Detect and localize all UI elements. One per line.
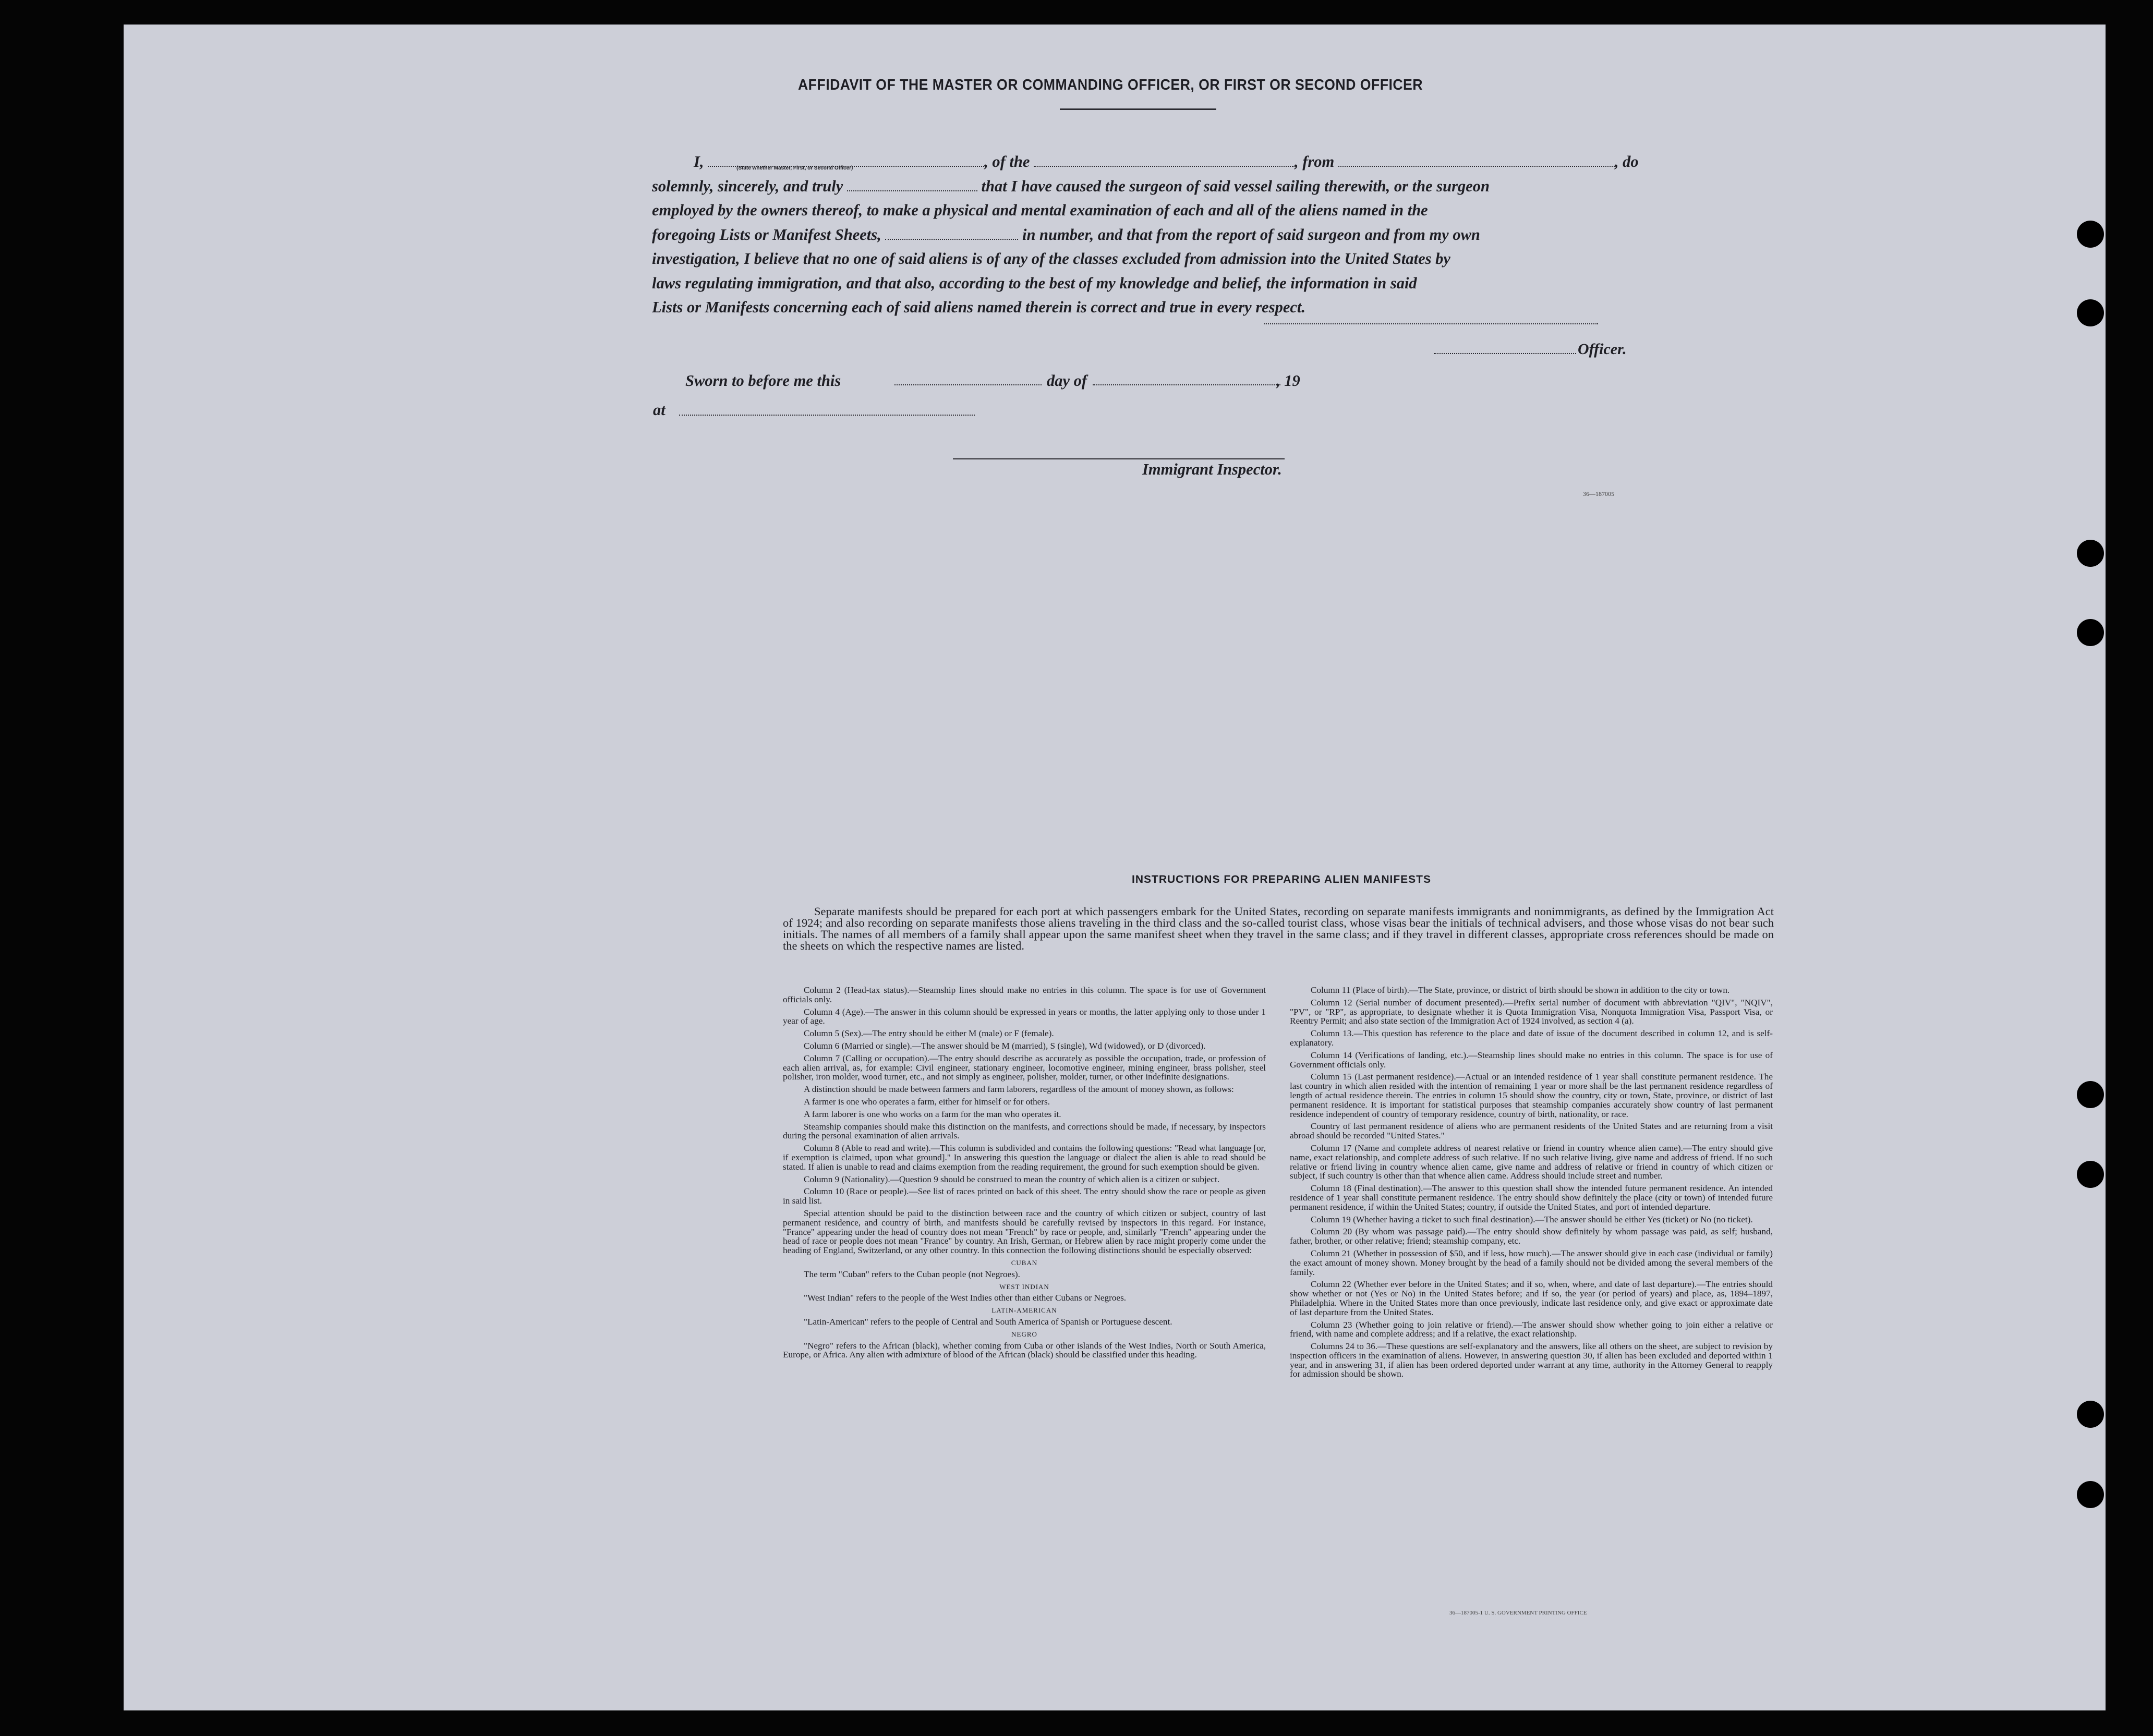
inspector-line[interactable] bbox=[953, 458, 1285, 459]
instruction-paragraph: "Negro" refers to the African (black), whether coming from Cuba or other islands of the West Indies, North or South America, Europe, or Africa. Any alien with admixture of blood of the African (black) should be classified under this heading. bbox=[783, 1340, 1266, 1360]
instruction-paragraph: Column 14 (Verifications of landing, etc.).—Steamship lines should make no entries in this column. The space is for use of Government officials only. bbox=[1290, 1050, 1773, 1070]
section-heading: NEGRO bbox=[1011, 1330, 1037, 1338]
manifest-sheet bbox=[124, 25, 2106, 1710]
section-heading: CUBAN bbox=[1011, 1258, 1038, 1267]
from-label: , from bbox=[1295, 153, 1335, 171]
affidavit-line-6: laws regulating immigration, and that also, according to the best of my knowledge and belief, the information in said bbox=[652, 274, 1417, 292]
year-label: , 19 bbox=[1276, 372, 1300, 390]
instruction-paragraph: Column 2 (Head-tax status).—Steamship lines should make no entries in this column. The space is for use of Government officials only. bbox=[783, 985, 1266, 1004]
officer-line[interactable] bbox=[1434, 353, 1576, 354]
affidavit-i: I, bbox=[694, 153, 704, 171]
affidavit-line-7: Lists or Manifests concerning each of said aliens named therein is correct and true in every respect. bbox=[652, 298, 1306, 316]
vessel-field[interactable] bbox=[1034, 160, 1295, 167]
instructions-right-column bbox=[1290, 986, 1773, 1382]
instruction-paragraph: Column 10 (Race or people).—See list of races printed on back of this sheet. The entry should show the race or people as given in said list. bbox=[783, 1186, 1266, 1206]
surgeon-text: that I have caused the surgeon of said vessel sailing therewith, or the surgeon bbox=[981, 177, 1490, 195]
footer-code: 36—187005-1 U. S. GOVERNMENT PRINTING OFFICE bbox=[1449, 1610, 1587, 1616]
binder-hole bbox=[2077, 1081, 2104, 1108]
section-heading: WEST INDIAN bbox=[999, 1282, 1049, 1291]
affidavit-body bbox=[652, 150, 1773, 320]
instruction-paragraph: Column 19 (Whether having a ticket to such final destination).—The answer should be either Yes (ticket) or No (no ticket). bbox=[1311, 1214, 1753, 1224]
instruction-paragraph: Column 15 (Last permanent residence).—Actual or an intended residence of 1 year shall constitute permanent residence. The last country in which alien resided with the intention of remaining 1 year or more shall be the last permanent residence regardless of length of actual residence therein. The entries in column 15 should show the country, city or town, State, province, or district of last permanent residence. It is important for statistical purposes that steamship companies accurately show country of last permanent residence independent of country of temporary residence, country of birth, nationality, or race. bbox=[1290, 1072, 1773, 1119]
solemnly-text: solemnly, sincerely, and truly bbox=[652, 177, 843, 195]
day-of-label: day of bbox=[1047, 372, 1087, 390]
instruction-paragraph: "West Indian" refers to the people of the West Indies other than either Cubans or Negroes. bbox=[804, 1293, 1127, 1303]
instructions-title: INSTRUCTIONS FOR PREPARING ALIEN MANIFESTS bbox=[1131, 873, 1431, 885]
at-label: at bbox=[653, 401, 666, 419]
instruction-paragraph: A farm laborer is one who works on a farm for the man who operates it. bbox=[804, 1109, 1061, 1119]
instruction-paragraph: A distinction should be made between farmers and farm laborers, regardless of the amount of money shown, as follows: bbox=[804, 1084, 1234, 1095]
affidavit-line-3: employed by the owners thereof, to make a physical and mental examination of each and all of the aliens named in the bbox=[652, 201, 1428, 219]
instruction-paragraph: Special attention should be paid to the distinction between race and the country of which citizen or subject, country of last permanent residence, and country of birth, and manifests should be carefully revised by inspectors in this regard. For instance, "France" appearing under the head of country does not mean "French" by race or people, and, similarly "French" appearing under the head of race or people does not mean "France" by country. An Irish, German, or Hebrew alien by race might properly come under the heading of England, Switzerland, or any other country. In this connection the following distinctions should be especially observed: bbox=[783, 1208, 1266, 1256]
sworn-label: Sworn to before me this bbox=[685, 372, 841, 390]
form-code: 36—187005 bbox=[1583, 490, 1614, 497]
binder-hole bbox=[2077, 1161, 2104, 1188]
instruction-paragraph: Column 8 (Able to read and write).—This column is subdivided and contains the following questions: "Read what language [or, if exemption is claimed, upon what ground]." In answering this question the language or dialect the alien is able to read should be stated. If alien is unable to read and claims exemption from the reading requirement, the ground for such exemption should be given. bbox=[783, 1143, 1266, 1172]
sworn-place-field[interactable] bbox=[679, 415, 975, 416]
instruction-paragraph: Column 11 (Place of birth).—The State, province, or district of birth should be shown in addition to the city or town. bbox=[1311, 985, 1730, 995]
do-label: , do bbox=[1614, 153, 1639, 171]
instruction-paragraph: Column 6 (Married or single).—The answer should be M (married), S (single), Wd (widowed), or D (divorced). bbox=[804, 1040, 1206, 1051]
instruction-paragraph: Column 20 (By whom was passage paid).—The entry should show definitely by whom passage was paid, as self; husband, father, brother, or other relative; friend; steamship company, etc. bbox=[1290, 1227, 1773, 1246]
instruction-paragraph: Column 7 (Calling or occupation).—The entry should describe as accurately as possible the occupation, trade, or profession of each alien arrival, as, for example: Civil engineer, stationary engineer, locomotive engineer, mining engineer, brass polisher, steel polisher, iron molder, wood turner, etc., and not simply as engineer, polisher, molder, turner, or other indefinite designations. bbox=[783, 1053, 1266, 1082]
instruction-paragraph: Column 9 (Nationality).—Question 9 should be construed to mean the country of which alien is a citizen or subject. bbox=[804, 1174, 1220, 1184]
port-field[interactable] bbox=[1338, 160, 1615, 167]
instruction-paragraph: Steamship companies should make this distinction on the manifests, and corrections should be made, if necessary, by inspectors during the personal examination of alien arrivals. bbox=[783, 1121, 1266, 1141]
instruction-paragraph: Column 23 (Whether going to join relative or friend).—The answer should show whether going to join either a relative or friend, with name and complete address; and if a relative, the exact relationship. bbox=[1290, 1319, 1773, 1339]
instruction-paragraph: Columns 24 to 36.—These questions are self-explanatory and the answers, like all others on the sheet, are subject to revision by inspection officers in the examination of aliens. However, in answering question 30, if alien has been excluded and deported within 1 year, and in answering 31, if alien has been ordered deported under warrant at any time, authority in the Attorney General to reapply for admission should be shown. bbox=[1290, 1341, 1773, 1379]
instruction-paragraph: Column 22 (Whether ever before in the United States; and if so, when, where, and date of last departure).—The entries should show whether or not (Yes or No) in the United States before; and if so, the year (or period of years) and place, as, 1894–1897, Philadelphia. Where in the United States more than once previously, indicate last residence only, and give exact or approximate date of last departure from the United States. bbox=[1290, 1279, 1773, 1317]
instruction-paragraph: "Latin-American" refers to the people of Central and South America of Spanish or Portuguese descent. bbox=[804, 1316, 1172, 1327]
manifest-sheets-text: foregoing Lists or Manifest Sheets, bbox=[652, 225, 881, 244]
instruction-paragraph: Country of last permanent residence of aliens who are permanent residents of the United States and are returning from a visit abroad should be recorded "United States." bbox=[1290, 1121, 1773, 1141]
affidavit-line-2 bbox=[652, 174, 1773, 199]
section-heading: LATIN-AMERICAN bbox=[991, 1306, 1057, 1315]
sworn-day-field[interactable] bbox=[894, 384, 1042, 385]
inspector-label: Immigrant Inspector. bbox=[1142, 460, 1282, 478]
instruction-paragraph: Column 12 (Serial number of document presented).—Prefix serial number of document with abbreviation "QIV", "NQIV", "PV", or "RP", as appropriate, to designate whether it is Quota Immigration Visa, Nonquota Immigration Visa, Passport Visa, or Reentry Permit; and also state section of the Immigration Act of 1924 involved, as section 4 (a). bbox=[1290, 997, 1773, 1026]
intro-paragraph: Separate manifests should be prepared for each port at which passengers embark for the United States, recording on separate manifests immigrants and nonimmigrants, as defined by the Immigration Act of 1924; and also recording on separate manifests those aliens traveling in the third class and the so-called tourist class, whose visas bear the initials of technical advisers, and those whose visas do not bear such initials. The names of all members of a family shall appear upon the same manifest sheet when they travel in the same class; and if they travel in different classes, appropriate cross references should be made on the sheets on which the respective names are listed. bbox=[783, 905, 1774, 952]
sheet-count-field[interactable] bbox=[885, 233, 1018, 240]
title-underline bbox=[1060, 108, 1216, 110]
of-the-label: , of the bbox=[984, 153, 1030, 171]
officer-label: Officer. bbox=[1578, 341, 1627, 358]
rank-hint: (State whether Master, First, or Second Officer) bbox=[736, 165, 853, 171]
binder-hole bbox=[2077, 540, 2104, 567]
affidavit-line-4 bbox=[652, 223, 1773, 247]
affidavit-line-5: investigation, I believe that no one of said aliens is of any of the classes excluded from admission into the United States by bbox=[652, 250, 1450, 268]
signature-line[interactable] bbox=[1264, 323, 1598, 324]
binder-hole bbox=[2077, 1401, 2104, 1428]
instruction-paragraph: The term "Cuban" refers to the Cuban people (not Negroes). bbox=[804, 1269, 1020, 1279]
instruction-paragraph: A farmer is one who operates a farm, either for himself or for others. bbox=[804, 1096, 1050, 1107]
oath-field[interactable] bbox=[847, 184, 977, 191]
instruction-paragraph: Column 17 (Name and complete address of nearest relative or friend in country whence alien came).—The entry should give name, exact relationship, and complete address of such relative. If no such relative living, give name and address of friend. If no such relative or friend living in country whence alien came, give name and address of relative or friend in country of which citizen or subject, if such country is other than that whence alien came. Address should include street and number. bbox=[1290, 1143, 1773, 1181]
binder-hole bbox=[2077, 221, 2104, 248]
instruction-paragraph: Column 13.—This question has reference to the place and date of issue of the document described in column 12, and is self-explanatory. bbox=[1290, 1028, 1773, 1048]
binder-hole bbox=[2077, 619, 2104, 646]
instructions-left-column bbox=[783, 986, 1266, 1363]
sworn-month-field[interactable] bbox=[1093, 384, 1280, 385]
in-number-text: in number, and that from the report of said surgeon and from my own bbox=[1022, 225, 1480, 244]
affidavit-title: AFFIDAVIT OF THE MASTER OR COMMANDING OFFICER, OR FIRST OR SECOND OFFICER bbox=[797, 77, 1423, 93]
binder-hole bbox=[2077, 1481, 2104, 1508]
instruction-paragraph: Column 21 (Whether in possession of $50, and if less, how much).—The answer should give in each case (individual or family) the exact amount of money shown. Money brought by the head of a family should not be divided among the several members of the family. bbox=[1290, 1248, 1773, 1277]
instruction-paragraph: Column 4 (Age).—The answer in this column should be expressed in years or months, the latter applying only to those under 1 year of age. bbox=[783, 1006, 1266, 1026]
instructions-intro bbox=[783, 906, 1774, 952]
instruction-paragraph: Column 5 (Sex).—The entry should be either M (male) or F (female). bbox=[804, 1028, 1054, 1039]
binder-hole bbox=[2077, 299, 2104, 326]
instruction-paragraph: Column 18 (Final destination).—The answer to this question shall show the intended future permanent residence. An intended residence of 1 year shall constitute permanent residence. The entry should show definitely the place (city or town) of intended future permanent residence, if within the United States; country, if outside the United States, and port of intended departure. bbox=[1290, 1183, 1773, 1212]
